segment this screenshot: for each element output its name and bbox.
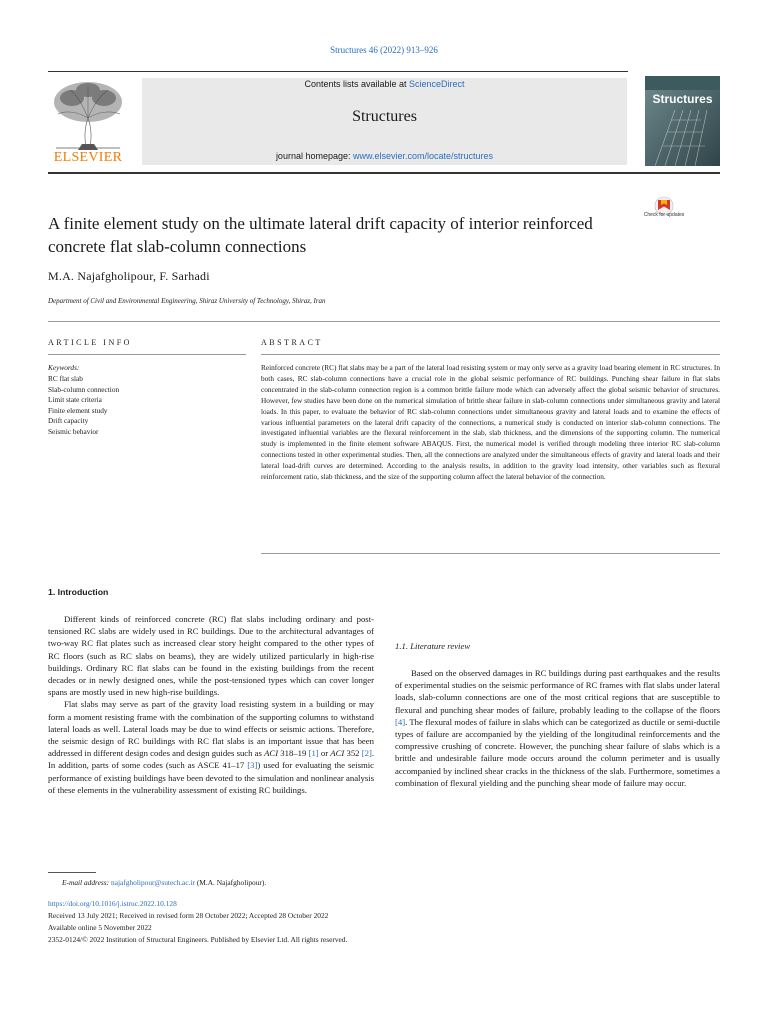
intro-column: [48, 613, 374, 877]
reference-link[interactable]: [1]: [308, 748, 319, 759]
journal-homepage-link[interactable]: www.elsevier.com/locate/structures: [353, 151, 494, 161]
email-footnote: [62, 878, 266, 889]
contents-line: [142, 79, 627, 89]
affiliation: Department of Civil and Environmental Engineering, Shiraz University of Technology, Shiraz, Iran: [48, 297, 326, 305]
text-run: . In addition, parts of some codes (such as ASCE 41–17: [48, 748, 374, 771]
available-online: Available online 5 November 2022: [48, 923, 152, 932]
reference-link[interactable]: [3]: [247, 760, 258, 771]
masthead-bottom-rule: [48, 172, 720, 174]
contents-prefix: Contents lists available at: [304, 79, 410, 89]
keyword: Limit state criteria: [48, 395, 102, 404]
journal-name: Structures: [352, 108, 417, 125]
check-for-updates-icon[interactable]: [647, 194, 681, 228]
check-for-updates-label[interactable]: Check for updates: [643, 212, 685, 218]
masthead-top-rule: [48, 71, 628, 72]
text-run: . The flexural modes of failure in slabs which can be categorized as ductile or semi-ductile types of failure are accompanied by the yielding of the longitudinal reinforcements and the compressive crushing of concrete. However, the punching shear failure of slabs which is a brittle and undesirable failure mode occurs around the column perimeter and is usually accompanied by inclined shear cracks in the thickness of the slab. Furthermore, sometimes a combination of flexural yielding and the punching shear mode of failure may occur.: [395, 716, 720, 788]
intro-continuation: [395, 586, 720, 612]
article-info-heading: ARTICLE INFO: [48, 338, 132, 347]
homepage-prefix: journal homepage:: [275, 151, 353, 161]
authors: M.A. Najafgholipour, F. Sarhadi: [48, 269, 210, 283]
intro-paragraph-1: Different kinds of reinforced concrete (RC) flat slabs including ordinary and post-tensioned RC slabs are widely used in RC buildings. Due to the architectural advantages of two-way RC flat plates such as increased clear story height compared to the other types of RC floors (such as RC slabs on beams), they are widely utilized particularly in high-rise buildings. Ordinary RC flat slabs can be found in the existing buildings from the recent decades or in newly designed ones, while the post-tensioned types which can cover longer spans are mostly used in new high-rise buildings.: [48, 614, 374, 698]
subsection-heading-literature-review: 1.1. Literature review: [395, 641, 471, 651]
keyword: Drift capacity: [48, 416, 89, 425]
email-owner: (M.A. Najafgholipour).: [194, 878, 267, 887]
reference-link[interactable]: [4]: [395, 716, 406, 727]
text-run: ) used for evaluating the seismic performance of existing buildings have been devoted to the simulation and nonlinear analysis of these elements in the vulnerability assessment of existing RC buildings.: [48, 760, 374, 795]
text-run: Flat slabs may serve as part of the gravity load resisting system in a building or may form a moment resisting frame with the combination of the supporting columns to withstand lateral loads as well. Lateral loads may be due to wind effects or seismic actions. Therefore, the seismic design of RC buildings with RC flat slabs is an important issue that has been addressed in different design codes and design guides such as: [48, 699, 374, 759]
literature-review-paragraph: [395, 667, 720, 789]
reference-link[interactable]: [2]: [361, 748, 372, 759]
abstract-heading: ABSTRACT: [261, 338, 323, 347]
footnote-rule: [48, 872, 96, 873]
journal-cover-thumbnail[interactable]: [645, 76, 720, 166]
section-heading-introduction: 1. Introduction: [48, 587, 109, 597]
journal-reference[interactable]: Structures 46 (2022) 913–926: [330, 45, 438, 55]
text-run: 318–19: [278, 748, 309, 759]
keywords-list: [48, 374, 119, 437]
keyword: RC flat slab: [48, 374, 83, 383]
intro-paragraph-2: [48, 698, 374, 796]
publisher-name: ELSEVIER: [53, 150, 123, 165]
text-run: or: [318, 748, 331, 759]
copyright: 2352-0124/© 2022 Institution of Structural Engineers. Published by Elsevier Ltd. All rights reserved.: [48, 935, 348, 944]
keywords-label: Keywords:: [48, 363, 80, 372]
cover-title: Structures: [652, 92, 713, 106]
email-label: E-mail address:: [62, 878, 111, 887]
keyword: Slab-column connection: [48, 384, 120, 394]
sciencedirect-link[interactable]: ScienceDirect: [409, 79, 465, 89]
divider: [48, 354, 246, 355]
literature-review-column: [395, 667, 720, 789]
doi-link[interactable]: https://doi.org/10.1016/j.istruc.2022.10.128: [48, 899, 177, 908]
homepage-line: [142, 151, 627, 161]
received-dates: Received 13 July 2021; Received in revised form 28 October 2022; Accepted 28 October 2022: [48, 911, 329, 920]
text-run: ACI: [264, 748, 279, 759]
keyword: Seismic behavior: [48, 426, 99, 436]
text-run: ACI: [330, 748, 345, 759]
article-title: A finite element study on the ultimate lateral drift capacity of interior reinforced concrete flat slab-column connections: [48, 214, 593, 256]
text-run: Based on the observed damages in RC buildings during past earthquakes and the results of experimental studies on the seismic performance of RC frames with flat slabs under lateral loads, slab-column connections are one of the most critical regions that are susceptible to flexural and punching shear modes of failure, probably leading to the collapse of the floors: [395, 668, 720, 715]
abstract-text: Reinforced concrete (RC) flat slabs may be a part of the lateral load resisting system or may only serve as a gravity load bearing element in RC structures. In both cases, RC slab-column connections have a crucial role in the global seismic performance of RC buildings. Punching shear failure in flat slabs concentrated in the slab-column connection region is a common brittle failure mode which can adversely affect the global seismic behavior of structures. However, few studies have been done on the numerical simulation of brittle shear failure in slab-column connections under simultaneous gravity and lateral loads. In this paper, to evaluate the behavior of RC slab-column connections under simultaneous gravity and lateral loads and to examine the effects of various influential parameters on the lateral drift capacity of the connections, a numerical study is conducted on interior slab-column connections. The investigated influential variables are the flexural reinforcement in the slab, slab thickness, and the dimensions of the supporting column. The numerical study is implemented in the finite element software ABAQUS. First, the numerical model is verified through modeling three interior RC slab-column connections tested in other experimental studies. Then, all the connections are analyzed under the simultaneous effects of gravity and lateral loads and their lateral load-drift curves are determined. According to the analysis results, in addition to the gravity load intensity, other variables such as flexural reinforcement ratio, slab thickness, and the size of the supporting column affect the lateral behavior of the connection.: [261, 363, 720, 482]
divider: [261, 354, 720, 355]
keyword: Finite element study: [48, 405, 108, 415]
divider: [261, 553, 720, 554]
email-link[interactable]: najafgholipour@sutech.ac.ir: [111, 878, 195, 887]
text-run: 352: [344, 748, 362, 759]
divider: [48, 321, 720, 322]
